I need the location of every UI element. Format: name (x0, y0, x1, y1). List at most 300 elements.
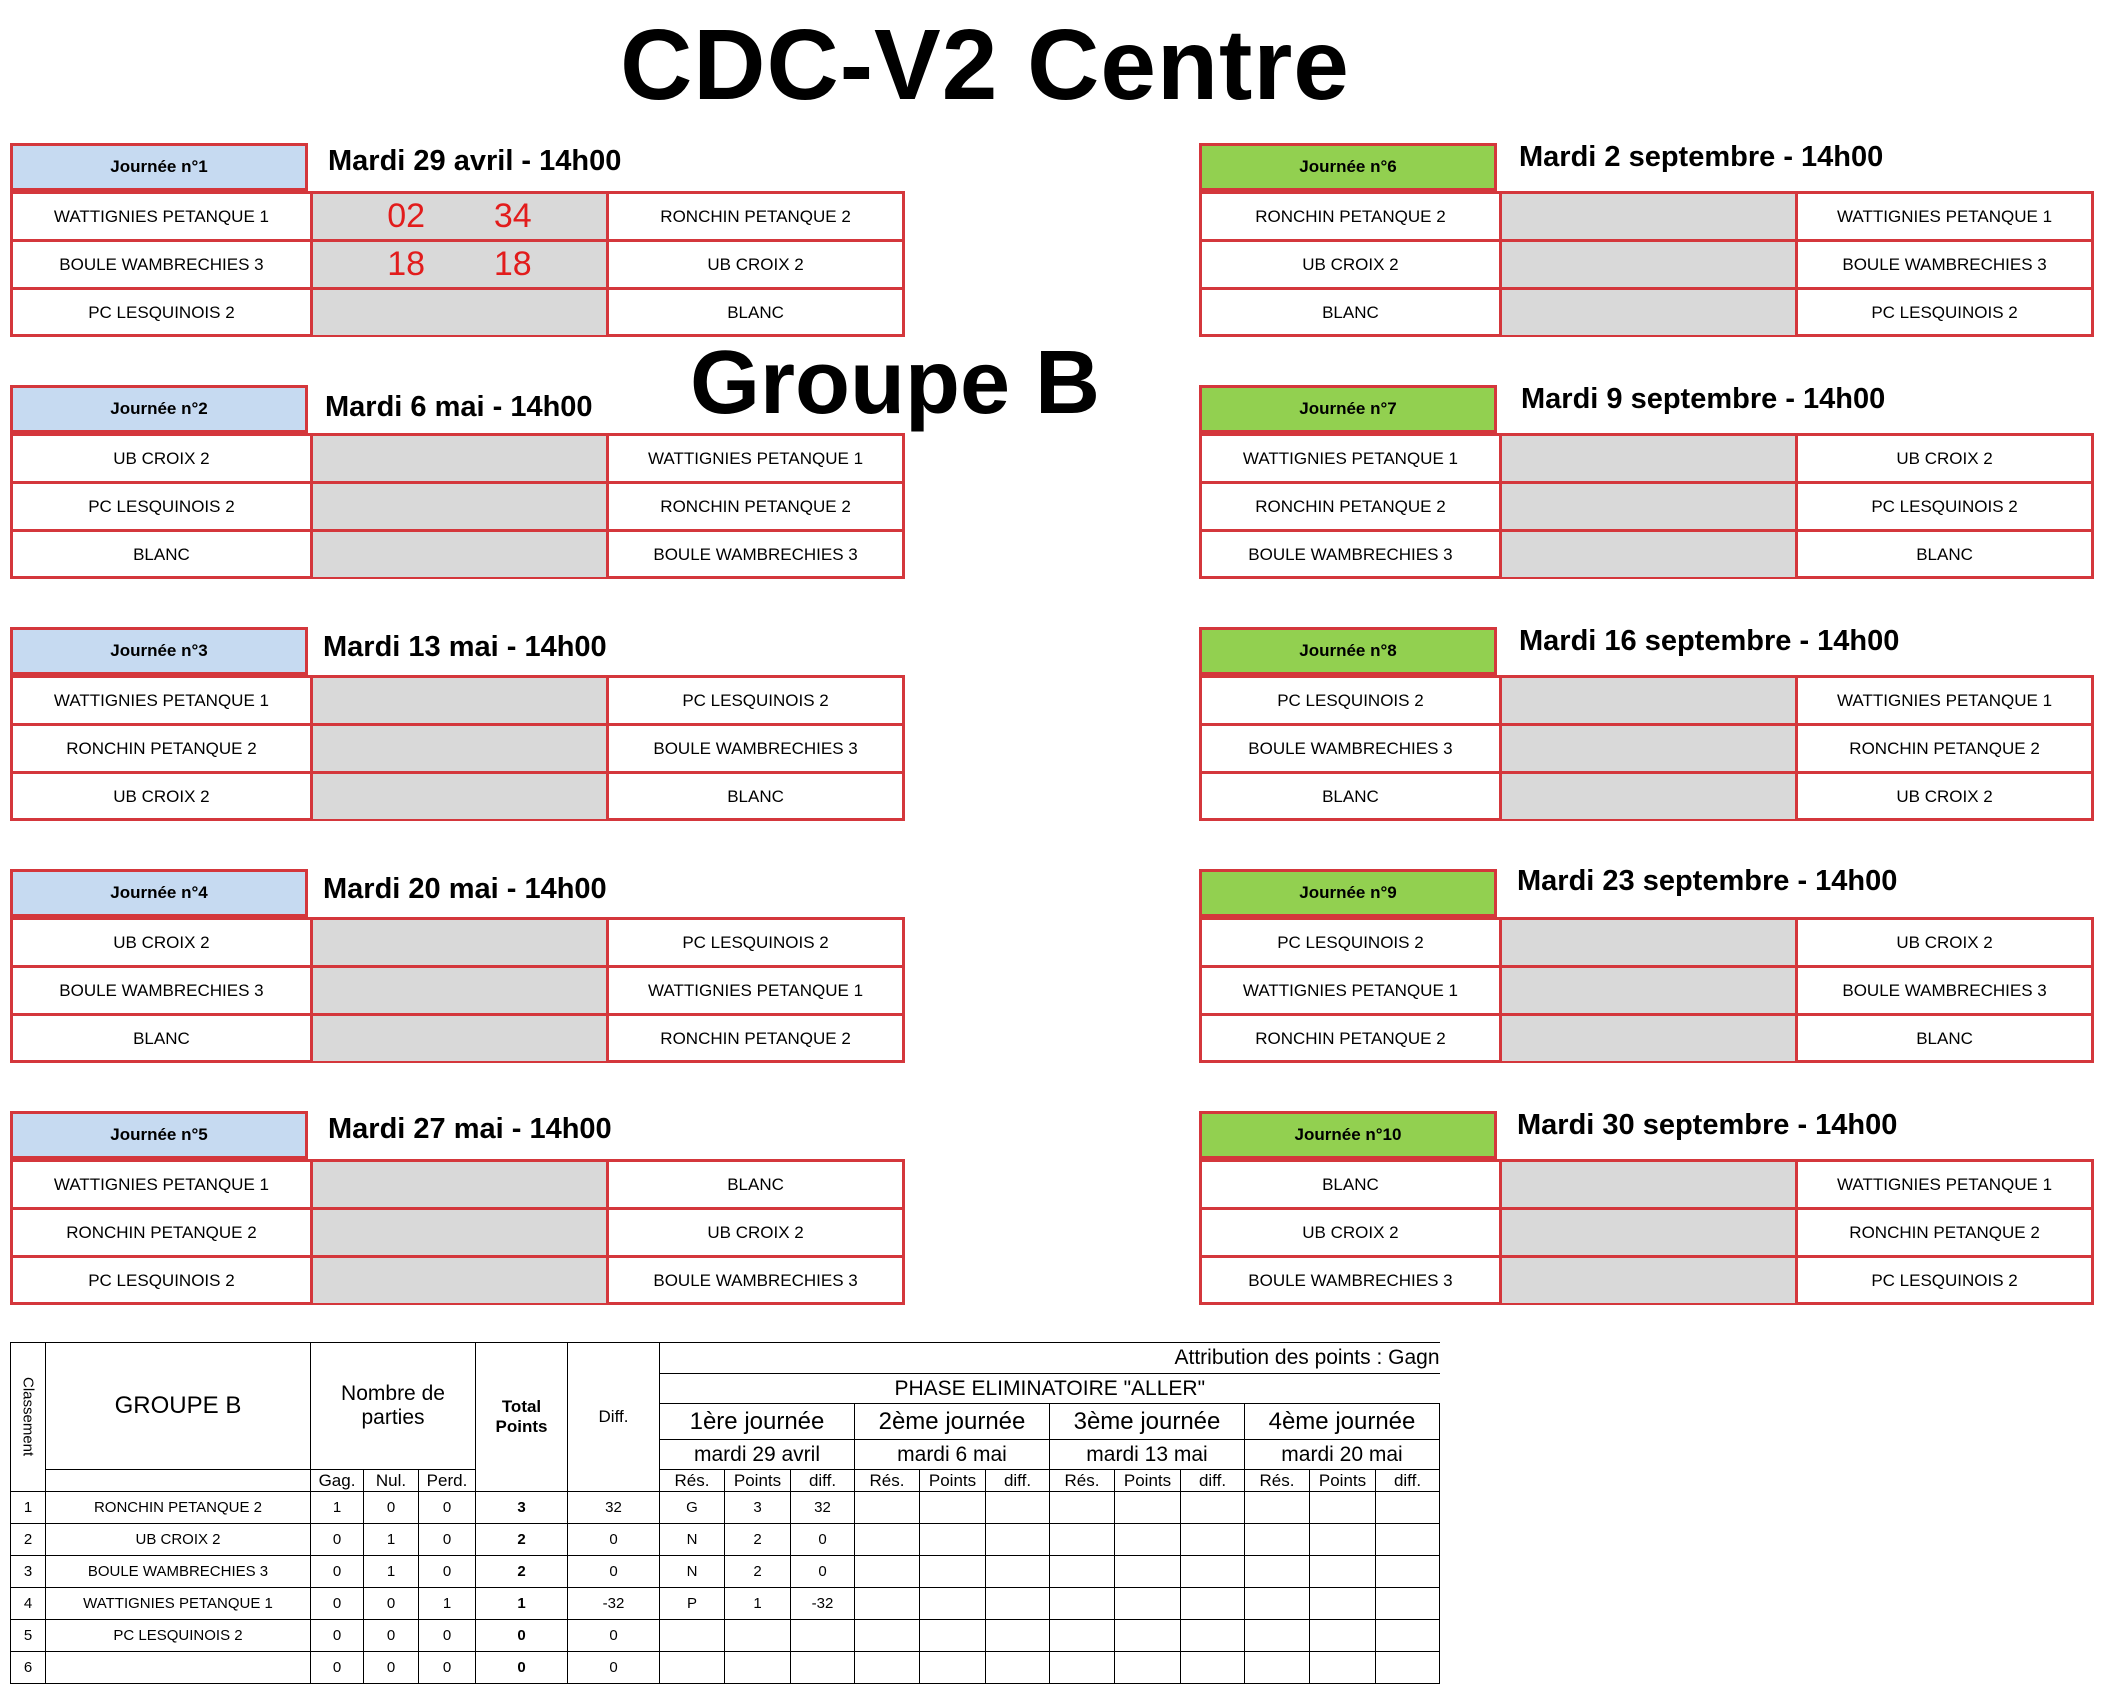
match-row (1202, 191, 2091, 239)
journee-date: Mardi 16 septembre - 14h00 (1519, 625, 1900, 657)
empty-round-cell (1050, 1588, 1115, 1620)
nombre-parties-header: Nombre de parties (311, 1343, 476, 1470)
total-cell: 0 (476, 1652, 568, 1684)
empty-round-cell (1050, 1524, 1115, 1556)
nul-cell: 1 (364, 1556, 419, 1588)
round1-res-cell: P (660, 1588, 725, 1620)
empty-round-cell (1310, 1652, 1376, 1684)
points-header: Points (1115, 1470, 1181, 1492)
home-team: BLANC (133, 1028, 190, 1048)
score-away: 34 (493, 197, 532, 235)
score-cell (1499, 774, 1795, 819)
res-header: Rés. (855, 1470, 920, 1492)
ranking-row (11, 1588, 1440, 1620)
away-team: BLANC (1795, 532, 2091, 577)
empty-round-cell (1115, 1620, 1181, 1652)
empty-round-cell (1310, 1524, 1376, 1556)
ranking-row (11, 1556, 1440, 1588)
journee-label: Journée n°7 (1199, 385, 1497, 433)
gag-header: Gag. (311, 1470, 364, 1492)
empty-round-cell (1181, 1588, 1245, 1620)
home-team: PC LESQUINOIS 2 (88, 1270, 235, 1290)
journee-block (1199, 865, 2094, 1063)
journee-date: Mardi 29 avril - 14h00 (328, 145, 622, 177)
away-team: PC LESQUINOIS 2 (1795, 484, 2091, 529)
group-subheader (46, 1470, 311, 1492)
match-row (1202, 771, 2091, 819)
res-header: Rés. (660, 1470, 725, 1492)
group-title: Groupe B (690, 333, 1101, 433)
team-cell: WATTIGNIES PETANQUE 1 (46, 1588, 311, 1620)
round-date: mardi 13 mai (1050, 1440, 1245, 1470)
round1-points-cell: 3 (725, 1492, 791, 1524)
perd-cell: 0 (419, 1652, 476, 1684)
round1-points-cell: 2 (725, 1524, 791, 1556)
score-cell (310, 194, 606, 239)
empty-round-cell (920, 1620, 986, 1652)
diff-cell: 0 (568, 1524, 660, 1556)
home-team: RONCHIN PETANQUE 2 (1255, 496, 1446, 516)
score-cell (310, 436, 606, 481)
away-team: WATTIGNIES PETANQUE 1 (1795, 194, 2091, 239)
team-cell (46, 1652, 311, 1684)
match-row (13, 529, 902, 577)
home-team: BOULE WAMBRECHIES 3 (1248, 1270, 1453, 1290)
journee-block (10, 1111, 905, 1305)
round1-res-cell: G (660, 1492, 725, 1524)
score-cell (1499, 242, 1795, 287)
home-team: BOULE WAMBRECHIES 3 (59, 980, 264, 1000)
empty-round-cell (1050, 1556, 1115, 1588)
team-cell: UB CROIX 2 (46, 1524, 311, 1556)
rdiff-header: diff. (986, 1470, 1050, 1492)
match-row (13, 771, 902, 819)
home-team: BLANC (133, 544, 190, 564)
match-row (1202, 723, 2091, 771)
score-cell (1499, 484, 1795, 529)
journee-label: Journée n°3 (10, 627, 308, 675)
empty-round-cell (1245, 1588, 1310, 1620)
res-header: Rés. (1050, 1470, 1115, 1492)
away-team: BLANC (606, 774, 902, 819)
score-cell (310, 1258, 606, 1303)
score-cell (310, 726, 606, 771)
match-row (1202, 1013, 2091, 1061)
empty-round-cell (855, 1588, 920, 1620)
journee-block (1199, 385, 2094, 579)
empty-round-cell (1245, 1620, 1310, 1652)
journee-date: Mardi 13 mai - 14h00 (323, 631, 607, 663)
diff-cell: -32 (568, 1588, 660, 1620)
round1-res-cell (660, 1652, 725, 1684)
score-cell (1499, 726, 1795, 771)
score-cell (310, 484, 606, 529)
gag-cell: 0 (311, 1620, 364, 1652)
home-team: PC LESQUINOIS 2 (1277, 932, 1424, 952)
home-team: WATTIGNIES PETANQUE 1 (1242, 980, 1458, 1000)
empty-round-cell (920, 1588, 986, 1620)
home-team: UB CROIX 2 (1302, 1222, 1399, 1242)
phase-header: PHASE ELIMINATOIRE "ALLER" (660, 1374, 1440, 1404)
journee-date: Mardi 23 septembre - 14h00 (1517, 865, 1898, 897)
round1-diff-cell: 0 (791, 1556, 855, 1588)
match-row (13, 965, 902, 1013)
away-team: UB CROIX 2 (1795, 436, 2091, 481)
score-cell (310, 1016, 606, 1061)
empty-round-cell (1115, 1492, 1181, 1524)
away-team: BLANC (606, 290, 902, 335)
away-team: PC LESQUINOIS 2 (606, 920, 902, 965)
home-team: RONCHIN PETANQUE 2 (66, 1222, 257, 1242)
empty-round-cell (986, 1620, 1050, 1652)
total-cell: 0 (476, 1620, 568, 1652)
group-header: GROUPE B (46, 1343, 311, 1470)
match-row (1202, 239, 2091, 287)
empty-round-cell (855, 1652, 920, 1684)
journee-label: Journée n°1 (10, 143, 308, 191)
home-team: BOULE WAMBRECHIES 3 (1248, 738, 1453, 758)
points-header: Points (920, 1470, 986, 1492)
empty-round-cell (986, 1556, 1050, 1588)
round1-diff-cell: -32 (791, 1588, 855, 1620)
home-team: RONCHIN PETANQUE 2 (66, 738, 257, 758)
match-row (13, 723, 902, 771)
ranking-row (11, 1492, 1440, 1524)
match-row (13, 1255, 902, 1303)
home-team: WATTIGNIES PETANQUE 1 (53, 1174, 269, 1194)
empty-round-cell (1310, 1588, 1376, 1620)
match-row (13, 191, 902, 239)
score-cell (1499, 1258, 1795, 1303)
empty-round-cell (1376, 1620, 1440, 1652)
empty-round-cell (1245, 1524, 1310, 1556)
away-team: BOULE WAMBRECHIES 3 (606, 1258, 902, 1303)
diff-cell: 32 (568, 1492, 660, 1524)
home-team: RONCHIN PETANQUE 2 (1255, 206, 1446, 226)
points-header: Points (1310, 1470, 1376, 1492)
home-team: UB CROIX 2 (113, 932, 210, 952)
score-cell (1499, 290, 1795, 335)
home-team: BLANC (1322, 786, 1379, 806)
ranking-row (11, 1524, 1440, 1556)
journee-date: Mardi 30 septembre - 14h00 (1517, 1109, 1898, 1141)
round-name: 2ème journée (855, 1404, 1050, 1440)
empty-round-cell (1245, 1556, 1310, 1588)
rank-cell: 5 (11, 1620, 46, 1652)
empty-round-cell (1181, 1524, 1245, 1556)
round-name: 1ère journée (660, 1404, 855, 1440)
score-home: 18 (387, 245, 426, 283)
away-team: UB CROIX 2 (606, 1210, 902, 1255)
score-cell (1499, 1016, 1795, 1061)
rank-cell: 3 (11, 1556, 46, 1588)
classement-header: Classement (11, 1343, 46, 1492)
journee-label: Journée n°2 (10, 385, 308, 433)
empty-round-cell (1245, 1492, 1310, 1524)
away-team: BOULE WAMBRECHIES 3 (1795, 968, 2091, 1013)
points-header: Points (725, 1470, 791, 1492)
away-team: BLANC (606, 1162, 902, 1207)
score-cell (310, 968, 606, 1013)
nul-header: Nul. (364, 1470, 419, 1492)
round1-diff-cell (791, 1652, 855, 1684)
team-cell: RONCHIN PETANQUE 2 (46, 1492, 311, 1524)
home-team: BOULE WAMBRECHIES 3 (59, 254, 264, 274)
empty-round-cell (1181, 1620, 1245, 1652)
empty-round-cell (986, 1524, 1050, 1556)
diff-cell: 0 (568, 1652, 660, 1684)
team-cell: BOULE WAMBRECHIES 3 (46, 1556, 311, 1588)
round1-res-cell: N (660, 1556, 725, 1588)
round1-diff-cell (791, 1620, 855, 1652)
away-team: RONCHIN PETANQUE 2 (606, 194, 902, 239)
home-team: PC LESQUINOIS 2 (88, 496, 235, 516)
empty-round-cell (1310, 1556, 1376, 1588)
res-header: Rés. (1245, 1470, 1310, 1492)
score-cell (310, 532, 606, 577)
score-cell (310, 1162, 606, 1207)
perd-cell: 0 (419, 1556, 476, 1588)
match-row (13, 433, 902, 481)
match-row (1202, 1255, 2091, 1303)
match-row (1202, 917, 2091, 965)
score-cell (1499, 1162, 1795, 1207)
empty-round-cell (1115, 1588, 1181, 1620)
round1-points-cell: 2 (725, 1556, 791, 1588)
empty-round-cell (1181, 1556, 1245, 1588)
journee-label: Journée n°4 (10, 869, 308, 917)
perd-header: Perd. (419, 1470, 476, 1492)
score-away: 18 (493, 245, 532, 283)
away-team: BOULE WAMBRECHIES 3 (1795, 242, 2091, 287)
diff-cell: 0 (568, 1556, 660, 1588)
journee-label: Journée n°9 (1199, 869, 1497, 917)
away-team: UB CROIX 2 (1795, 774, 2091, 819)
empty-round-cell (1310, 1620, 1376, 1652)
empty-round-cell (1115, 1524, 1181, 1556)
away-team: PC LESQUINOIS 2 (606, 678, 902, 723)
round1-res-cell: N (660, 1524, 725, 1556)
home-team: WATTIGNIES PETANQUE 1 (1242, 448, 1458, 468)
home-team: BOULE WAMBRECHIES 3 (1248, 544, 1453, 564)
home-team: WATTIGNIES PETANQUE 1 (53, 690, 269, 710)
round-date: mardi 20 mai (1245, 1440, 1440, 1470)
empty-round-cell (855, 1556, 920, 1588)
empty-round-cell (920, 1556, 986, 1588)
home-team: RONCHIN PETANQUE 2 (1255, 1028, 1446, 1048)
home-team: WATTIGNIES PETANQUE 1 (53, 206, 269, 226)
empty-round-cell (1115, 1652, 1181, 1684)
score-cell (1499, 532, 1795, 577)
away-team: RONCHIN PETANQUE 2 (606, 1016, 902, 1061)
journee-date: Mardi 27 mai - 14h00 (328, 1113, 612, 1145)
empty-round-cell (1310, 1492, 1376, 1524)
journee-date: Mardi 2 septembre - 14h00 (1519, 141, 1884, 173)
match-row (13, 1013, 902, 1061)
match-row (1202, 675, 2091, 723)
gag-cell: 0 (311, 1652, 364, 1684)
score-cell (310, 920, 606, 965)
journee-label: Journée n°8 (1199, 627, 1497, 675)
empty-round-cell (1376, 1556, 1440, 1588)
rank-cell: 6 (11, 1652, 46, 1684)
rdiff-header: diff. (1376, 1470, 1440, 1492)
nul-cell: 0 (364, 1588, 419, 1620)
nul-cell: 0 (364, 1652, 419, 1684)
match-row (13, 481, 902, 529)
score-cell (1499, 436, 1795, 481)
total-cell: 3 (476, 1492, 568, 1524)
home-team: UB CROIX 2 (1302, 254, 1399, 274)
home-team: UB CROIX 2 (113, 448, 210, 468)
empty-round-cell (920, 1492, 986, 1524)
empty-round-cell (920, 1524, 986, 1556)
round-name: 4ème journée (1245, 1404, 1440, 1440)
away-team: WATTIGNIES PETANQUE 1 (1795, 1162, 2091, 1207)
away-team: BLANC (1795, 1016, 2091, 1061)
score-cell (1499, 920, 1795, 965)
home-team: BLANC (1322, 302, 1379, 322)
page-title: CDC-V2 Centre (620, 9, 1350, 121)
round1-points-cell: 1 (725, 1588, 791, 1620)
empty-round-cell (1376, 1588, 1440, 1620)
match-row (1202, 965, 2091, 1013)
ranking-row (11, 1652, 1440, 1684)
rdiff-header: diff. (1181, 1470, 1245, 1492)
score-cell (310, 242, 606, 287)
score-cell (1499, 968, 1795, 1013)
score-cell (1499, 678, 1795, 723)
home-team: BLANC (1322, 1174, 1379, 1194)
diff-cell: 0 (568, 1620, 660, 1652)
round1-points-cell (725, 1620, 791, 1652)
rank-cell: 1 (11, 1492, 46, 1524)
journee-block (1199, 627, 2094, 821)
score-home: 02 (387, 197, 426, 235)
perd-cell: 1 (419, 1588, 476, 1620)
match-row (1202, 1159, 2091, 1207)
empty-round-cell (1050, 1652, 1115, 1684)
round1-diff-cell: 32 (791, 1492, 855, 1524)
journee-label: Journée n°6 (1199, 143, 1497, 191)
ranking-table (10, 1342, 1440, 1684)
journee-label: Journée n°10 (1199, 1111, 1497, 1159)
away-team: PC LESQUINOIS 2 (1795, 290, 2091, 335)
team-cell: PC LESQUINOIS 2 (46, 1620, 311, 1652)
rank-cell: 4 (11, 1588, 46, 1620)
away-team: BOULE WAMBRECHIES 3 (606, 532, 902, 577)
journee-block (1199, 1111, 2094, 1305)
match-row (1202, 1207, 2091, 1255)
away-team: UB CROIX 2 (606, 242, 902, 287)
journee-date: Mardi 9 septembre - 14h00 (1521, 383, 1886, 415)
match-row (1202, 529, 2091, 577)
match-row (13, 1207, 902, 1255)
ranking-row (11, 1620, 1440, 1652)
away-team: BOULE WAMBRECHIES 3 (606, 726, 902, 771)
score-cell (310, 1210, 606, 1255)
away-team: PC LESQUINOIS 2 (1795, 1258, 2091, 1303)
nul-cell: 1 (364, 1524, 419, 1556)
total-cell: 2 (476, 1524, 568, 1556)
match-row (13, 675, 902, 723)
empty-round-cell (986, 1652, 1050, 1684)
empty-round-cell (1050, 1492, 1115, 1524)
journee-date: Mardi 6 mai - 14h00 (325, 391, 593, 423)
empty-round-cell (1181, 1492, 1245, 1524)
match-row (1202, 287, 2091, 335)
empty-round-cell (1181, 1652, 1245, 1684)
gag-cell: 0 (311, 1524, 364, 1556)
empty-round-cell (855, 1620, 920, 1652)
match-row (13, 239, 902, 287)
empty-round-cell (1376, 1652, 1440, 1684)
total-cell: 1 (476, 1588, 568, 1620)
away-team: WATTIGNIES PETANQUE 1 (606, 436, 902, 481)
perd-cell: 0 (419, 1492, 476, 1524)
gag-cell: 0 (311, 1556, 364, 1588)
empty-round-cell (855, 1492, 920, 1524)
round1-res-cell (660, 1620, 725, 1652)
nul-cell: 0 (364, 1620, 419, 1652)
empty-round-cell (920, 1652, 986, 1684)
round-name: 3ème journée (1050, 1404, 1245, 1440)
attribution-header: Attribution des points : Gagn (660, 1343, 1440, 1374)
score-cell (310, 774, 606, 819)
empty-round-cell (986, 1492, 1050, 1524)
journee-block (10, 385, 905, 579)
diff-header: Diff. (568, 1343, 660, 1492)
journee-block (10, 627, 905, 821)
empty-round-cell (1245, 1652, 1310, 1684)
score-cell (1499, 194, 1795, 239)
away-team: RONCHIN PETANQUE 2 (1795, 726, 2091, 771)
match-row (13, 917, 902, 965)
journee-date: Mardi 20 mai - 14h00 (323, 873, 607, 905)
round-date: mardi 29 avril (660, 1440, 855, 1470)
rank-cell: 2 (11, 1524, 46, 1556)
away-team: WATTIGNIES PETANQUE 1 (1795, 678, 2091, 723)
empty-round-cell (1376, 1524, 1440, 1556)
empty-round-cell (986, 1588, 1050, 1620)
empty-round-cell (855, 1524, 920, 1556)
empty-round-cell (1376, 1492, 1440, 1524)
home-team: PC LESQUINOIS 2 (1277, 690, 1424, 710)
match-row (1202, 433, 2091, 481)
gag-cell: 1 (311, 1492, 364, 1524)
gag-cell: 0 (311, 1588, 364, 1620)
journee-label: Journée n°5 (10, 1111, 308, 1159)
rdiff-header: diff. (791, 1470, 855, 1492)
home-team: UB CROIX 2 (113, 786, 210, 806)
score-cell (310, 678, 606, 723)
away-team: WATTIGNIES PETANQUE 1 (606, 968, 902, 1013)
perd-cell: 0 (419, 1524, 476, 1556)
away-team: RONCHIN PETANQUE 2 (606, 484, 902, 529)
empty-round-cell (1115, 1556, 1181, 1588)
journee-block (1199, 143, 2094, 337)
ranking-body (11, 1492, 1440, 1684)
journee-block (10, 869, 905, 1063)
journee-block (10, 143, 905, 337)
away-team: RONCHIN PETANQUE 2 (1795, 1210, 2091, 1255)
round1-points-cell (725, 1652, 791, 1684)
away-team: UB CROIX 2 (1795, 920, 2091, 965)
score-cell (310, 290, 606, 335)
home-team: PC LESQUINOIS 2 (88, 302, 235, 322)
match-row (13, 287, 902, 335)
nul-cell: 0 (364, 1492, 419, 1524)
